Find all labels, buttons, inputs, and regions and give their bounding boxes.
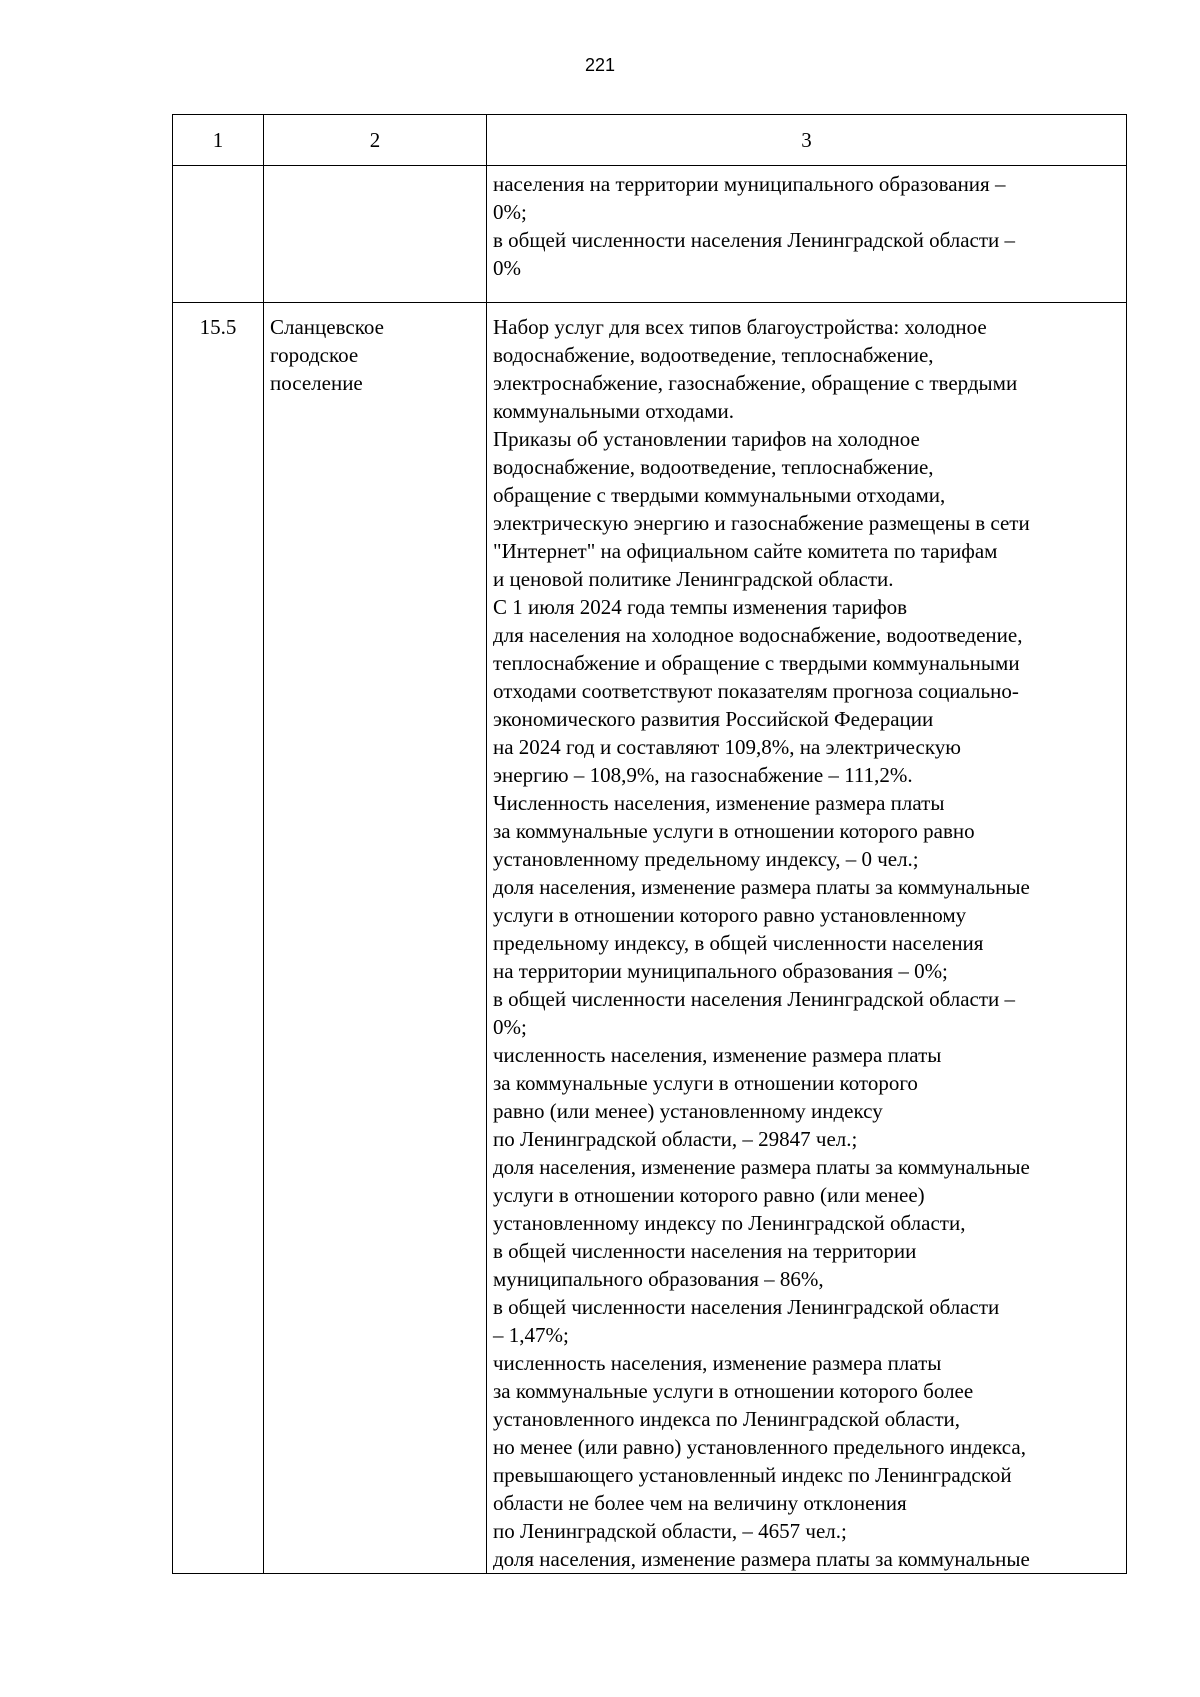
- text-line: доля населения, изменение размера платы за коммунальные: [493, 1155, 1030, 1179]
- text-line: Набор услуг для всех типов благоустройства: холодное: [493, 315, 987, 339]
- text-line: установленному индексу по Ленинградской области,: [493, 1211, 966, 1235]
- text-line: в общей численности населения Ленинградской области –: [493, 228, 1016, 252]
- text-line: в общей численности населения Ленинградской области: [493, 1295, 1000, 1319]
- text-line: в общей численности населения на территории: [493, 1239, 917, 1263]
- text-line: 0%;: [493, 200, 527, 224]
- text-line: доля населения, изменение размера платы за коммунальные: [493, 875, 1030, 899]
- name-line: поселение: [270, 371, 363, 395]
- entry-name-cell: [264, 303, 487, 1574]
- text-line: муниципального образования – 86%,: [493, 1267, 824, 1291]
- text-line: водоснабжение, водоотведение, теплоснабжение,: [493, 343, 934, 367]
- text-line: за коммунальные услуги в отношении которого: [493, 1071, 918, 1095]
- text-line: и ценовой политике Ленинградской области.: [493, 567, 894, 591]
- text-line: за коммунальные услуги в отношении которого равно: [493, 819, 975, 843]
- header-cell-2: 2: [264, 115, 487, 166]
- continuation-number-cell: [173, 166, 264, 303]
- text-line: 0%: [493, 256, 521, 280]
- header-cell-1: 1: [173, 115, 264, 166]
- text-line: но менее (или равно) установленного предельного индекса,: [493, 1435, 1026, 1459]
- text-line: установленного индекса по Ленинградской области,: [493, 1407, 961, 1431]
- text-line: предельному индексу, в общей численности населения: [493, 931, 984, 955]
- text-line: услуги в отношении которого равно (или менее): [493, 1183, 925, 1207]
- continuation-text-cell: [487, 166, 1127, 303]
- text-line: отходами соответствуют показателям прогноза социально-: [493, 679, 1019, 703]
- text-line: численность населения, изменение размера платы: [493, 1351, 942, 1375]
- entry-text-cell: [487, 303, 1127, 1574]
- text-line: коммунальными отходами.: [493, 399, 735, 423]
- text-line: по Ленинградской области, – 29847 чел.;: [493, 1127, 858, 1151]
- text-line: в общей численности населения Ленинградской области –: [493, 987, 1016, 1011]
- text-line: – 1,47%;: [493, 1323, 569, 1347]
- text-line: области не более чем на величину отклонения: [493, 1491, 907, 1515]
- text-line: "Интернет" на официальном сайте комитета по тарифам: [493, 539, 998, 563]
- text-line: экономического развития Российской Федерации: [493, 707, 934, 731]
- text-line: обращение с твердыми коммунальными отходами,: [493, 483, 946, 507]
- name-line: Сланцевское: [270, 315, 384, 339]
- continuation-name-cell: [264, 166, 487, 303]
- text-line: для населения на холодное водоснабжение, водоотведение,: [493, 623, 1023, 647]
- tariff-table: [172, 114, 1127, 1574]
- entry-row: [173, 303, 1127, 1574]
- header-cell-3: 3: [487, 115, 1127, 166]
- text-line: равно (или менее) установленному индексу: [493, 1099, 883, 1123]
- text-line: 0%;: [493, 1015, 527, 1039]
- text-line: электроснабжение, газоснабжение, обращение с твердыми: [493, 371, 1018, 395]
- text-line: на 2024 год и составляют 109,8%, на электрическую: [493, 735, 961, 759]
- text-line: за коммунальные услуги в отношении которого более: [493, 1379, 974, 1403]
- text-line: С 1 июля 2024 года темпы изменения тарифов: [493, 595, 907, 619]
- continuation-row: [173, 166, 1127, 303]
- name-line: городское: [270, 343, 359, 367]
- text-line: численность населения, изменение размера платы: [493, 1043, 942, 1067]
- text-line: теплоснабжение и обращение с твердыми коммунальными: [493, 651, 1020, 675]
- text-line: энергию – 108,9%, на газоснабжение – 111,2%.: [493, 763, 913, 787]
- text-line: Численность населения, изменение размера платы: [493, 791, 945, 815]
- text-line: доля населения, изменение размера платы за коммунальные: [493, 1547, 1030, 1571]
- text-line: Приказы об установлении тарифов на холодное: [493, 427, 920, 451]
- text-line: установленному предельному индексу, – 0 чел.;: [493, 847, 919, 871]
- text-line: на территории муниципального образования – 0%;: [493, 959, 948, 983]
- text-line: населения на территории муниципального образования –: [493, 172, 1006, 196]
- table-header-row: [173, 115, 1127, 166]
- text-line: превышающего установленный индекс по Ленинградской: [493, 1463, 1012, 1487]
- text-line: водоснабжение, водоотведение, теплоснабжение,: [493, 455, 934, 479]
- text-line: услуги в отношении которого равно установленному: [493, 903, 967, 927]
- page-number: 221: [584, 55, 616, 75]
- text-line: по Ленинградской области, – 4657 чел.;: [493, 1519, 847, 1543]
- entry-number-cell: 15.5: [173, 303, 264, 1574]
- text-line: электрическую энергию и газоснабжение размещены в сети: [493, 511, 1030, 535]
